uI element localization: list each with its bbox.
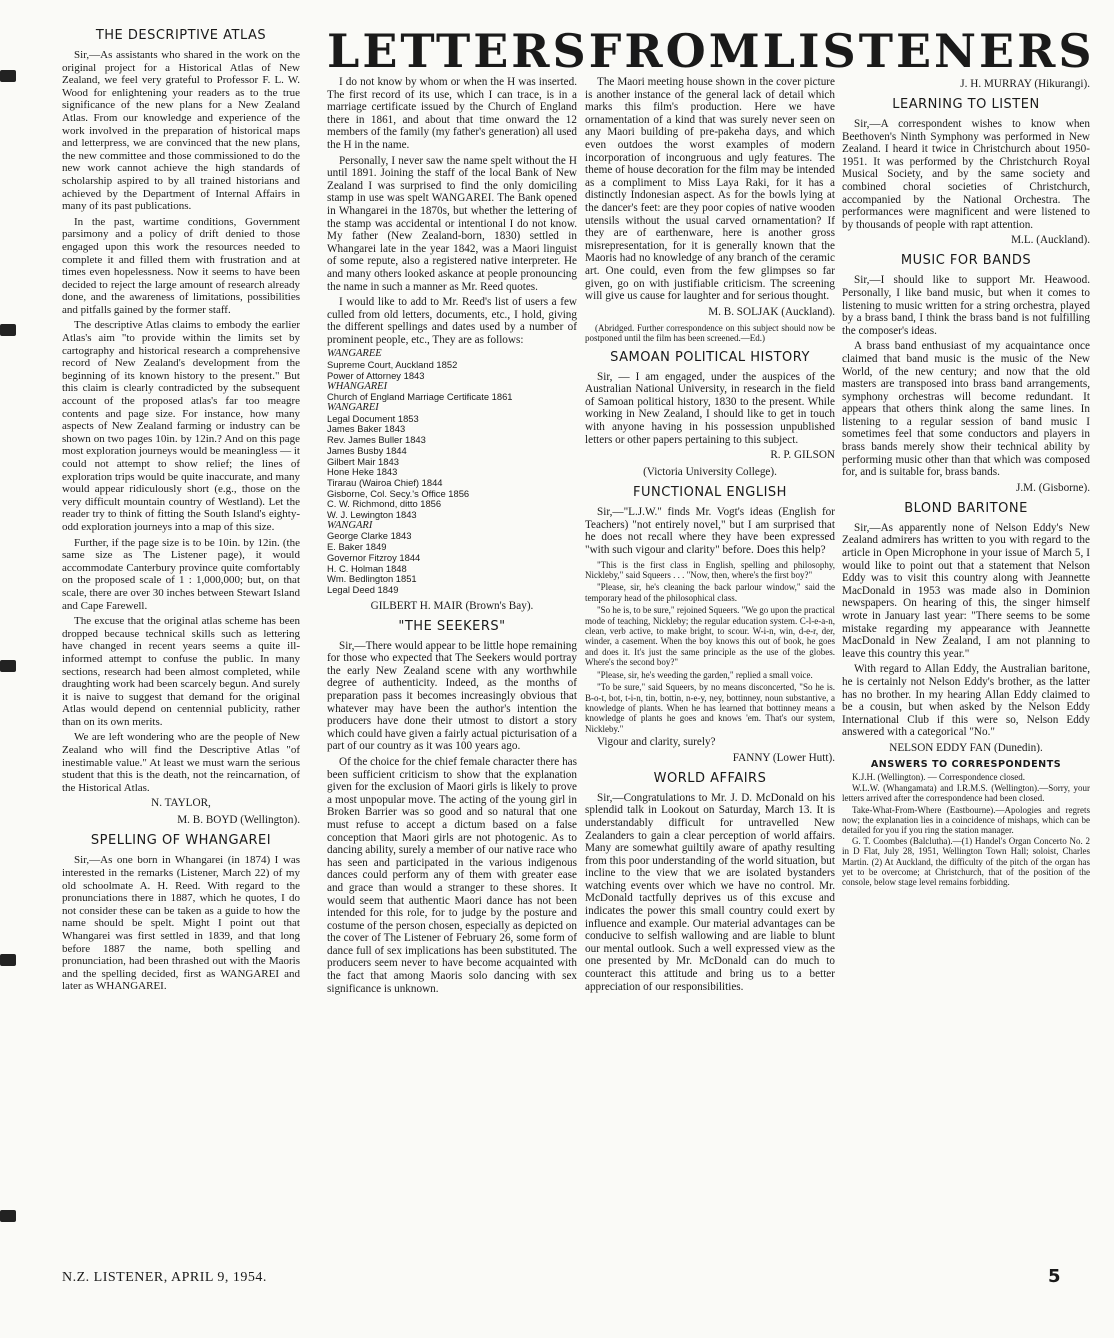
column-1 bbox=[62, 28, 300, 1268]
scan-mark bbox=[0, 70, 16, 82]
spelling-list-item: Power of Attorney 1843 bbox=[327, 370, 425, 381]
answer-item: K.J.H. (Wellington). — Correspondence closed. bbox=[852, 771, 1025, 782]
spelling-list-item: James Busby 1844 bbox=[327, 445, 407, 456]
spelling-list-item: Rev. James Buller 1843 bbox=[327, 435, 426, 446]
spelling-list-heading: WHANGAREI bbox=[327, 381, 388, 392]
paragraph: The excuse that the original atlas scheme has been dropped because technical skills such as lettering have changed in recent years seems a quite ill-informed attempt to confuse the public. In many sections, research had been almost completed, while draughting work had been scarcely begun. And surely it is naive to suggest that demand for the original Atlas would depend on centennial publicity, rather than on its own merits. bbox=[62, 615, 300, 728]
letter-heading: FUNCTIONAL ENGLISH bbox=[633, 485, 787, 501]
column-4 bbox=[842, 76, 1090, 1266]
column-2 bbox=[327, 76, 577, 1266]
signature: (Victoria University College). bbox=[643, 466, 777, 479]
signature: J.M. (Gisborne). bbox=[1016, 481, 1090, 494]
letter-heading: MUSIC FOR BANDS bbox=[900, 253, 1032, 269]
spelling-list-heading: WANGAREE bbox=[327, 349, 382, 360]
signature: M.L. (Auckland). bbox=[1011, 234, 1090, 247]
paragraph: Sir,—I should like to support Mr. Heawood. Personally, I like band music, but when it comes to listening to music written for a string orchestra, played by a brass band, I think the brass band is not fulfilling the composer's ideas. bbox=[842, 274, 1090, 337]
paragraph: Sir,—As apparently none of Nelson Eddy's New Zealand admirers has written to you with regard to the article in Open Microphone in your issue of March 5, I would like to point out that a statement that Nelson Eddy was to visit this country along with Jeannette MacDonald in 1953 was made also in Dominion newspapers. On hearing of this, the singer himself wrote in January last year: "There seems to be some mistake regarding my appearance with Jeannette MacDonald in New Zealand, I am not planning to leave this country this year." bbox=[842, 521, 1090, 660]
spelling-list-heading: WANGARI bbox=[327, 520, 373, 531]
signature: J. H. MURRAY (Hikurangi). bbox=[960, 78, 1090, 90]
spelling-list-item: Gisborne, Col. Secy.'s Office 1856 bbox=[327, 488, 470, 499]
signature: FANNY (Lower Hutt). bbox=[732, 751, 835, 764]
scan-mark bbox=[0, 1210, 16, 1222]
spelling-list-item: H. C. Holman 1848 bbox=[327, 563, 407, 574]
paragraph: Sir,—A correspondent wishes to know when Beethoven's Ninth Symphony was performed in New Zealand. I heard it twice in Christchurch about 1950-1951. It was performed by the Christchurch Royal Musical Society, and by the same society and combined choral societies of Christchurch, accompanied by the National Orchestra. The performances were magnificent and were listened to by thousands of people with rapt attention. bbox=[842, 118, 1090, 231]
letter-heading: BLOND BARITONE bbox=[904, 500, 1028, 516]
spelling-list-item: Legal Deed 1849 bbox=[327, 584, 399, 595]
spelling-list-item: George Clarke 1843 bbox=[327, 531, 412, 542]
paragraph: A brass band enthusiast of my acquaintance once claimed that band music is the music of the New World, of the new century; and now that the old masters are transposed into brass band arrangements, symphony orchestras will become redundant. It appears that others think along the same lines. In listening to a regular session of band music I sometimes feel that some conductors and players in brass bands merely show their technical ability by performing music other than that which was composed for, and is suitable for, brass bands. bbox=[842, 340, 1090, 479]
signature: N. TAYLOR, bbox=[151, 797, 211, 810]
letter-heading: WORLD AFFAIRS bbox=[653, 770, 767, 786]
answer-item: G. T. Coombes (Balclutha).—(1) Handel's Organ Concerto No. 2 in D Flat, July 28, 1951, Wellington Town Hall; soloist, Charles Martin. (2) At Auckland, the difficulty of the pitch of the organ has yet to be overcome; at Christchurch, that of the position of the console, below stage level remains forbidding. bbox=[842, 836, 1090, 887]
paragraph: I would like to add to Mr. Reed's list of users a few culled from old letters, documents, etc., I hold, giving the different spellings and dates used by a number of prominent people, etc., They are as follows: bbox=[327, 296, 577, 346]
scan-mark bbox=[0, 660, 16, 672]
spelling-list-item: Wm. Bedlington 1851 bbox=[327, 574, 417, 585]
letter-heading: SPELLING OF WHANGAREI bbox=[90, 833, 272, 849]
paragraph: Personally, I never saw the name spelt without the H until 1891. Joining the staff of the local Bank of New Zealand I was surprised to find the only domiciling stamp in use was spelt WANGAREI. The Bank opened in Whangarei in the 1870s, but whether the lettering of the stamp was accidental or intentional I do not know. My father (New Zealand-born, 1830) settled in Whangarei late in the year 1842, was a Maori linguist of some repute, also a registered native interpreter. He and many others looked askance at people pronouncing the name in such a manner as Mr. Reed quotes. bbox=[327, 154, 577, 293]
spelling-list-item: Legal Document 1853 bbox=[327, 413, 419, 424]
letter-heading: SAMOAN POLITICAL HISTORY bbox=[610, 349, 810, 365]
spelling-list-item: Church of England Marriage Certificate 1861 bbox=[327, 392, 513, 403]
spelling-list-heading: WANGAREI bbox=[327, 402, 379, 413]
spelling-list-item: C. W. Richmond, ditto 1856 bbox=[327, 499, 442, 510]
quotation: "To be sure," said Squeers, by no means disconcerted, "So he is. B-o-t, bot, t-i-n, tin, bottin, n-e-y, ney, bottinney, noun substantive, a knowledge of plants. When he has learned that bottinney means a knowledge of plants he goes and knows 'em. That's our system, Nickleby." bbox=[585, 682, 835, 734]
paragraph: We are left wondering who are the people of New Zealand who will find the Descriptive Atlas "of inestimable value." At least we must warn the serious student that this is the death, not the reincarnation, of the Historical Atlas. bbox=[62, 731, 300, 794]
answers-box bbox=[842, 759, 1090, 887]
scan-mark bbox=[0, 324, 16, 336]
signature: M. B. SOLJAK (Auckland). bbox=[708, 305, 835, 318]
answer-item: Take-What-From-Where (Eastbourne).—Apologies and regrets now; the explanation lies in a coincidence of mishaps, which can be detailed for you if you ring the station manager. bbox=[842, 804, 1090, 835]
answers-heading: ANSWERS TO CORRESPONDENTS bbox=[870, 758, 1062, 770]
spelling-list-item: Gilbert Mair 1843 bbox=[327, 456, 399, 467]
quotation: "Please, sir, he's weeding the garden," replied a small voice. bbox=[597, 669, 813, 680]
paragraph: Sir,—"L.J.W." finds Mr. Vogt's ideas (English for Teachers) "not entirely novel," but I am surprised that he does not recall where they have been expressed "with such vigour and clarity" before. Does this help? bbox=[585, 506, 835, 557]
paragraph: Sir,—Congratulations to Mr. J. D. McDonald on his splendid talk in Lookout on Saturday, March 13. It is understandably difficult for untravelled New Zealanders to gain a clear perception of world affairs. Many are somewhat guiltily aware of apathy resulting from this poor understanding of the world situation, but incline to the view that we are isolated bystanders watching events over which we have no control. Mr. McDonald tactfully deprives us of this excuse and indicates the power this small country could exert by influence and example. Our material advantages can be conducive to selfish wallowing and are liable to blunt our mental outlook. Such a well expressed view as the one presented by Mr. McDonald can do much to counteract this attitude and bring us to a better appreciation of our responsibilities. bbox=[585, 791, 835, 993]
signature: M. B. BOYD (Wellington). bbox=[177, 814, 300, 827]
spelling-list-item: E. Baker 1849 bbox=[327, 542, 387, 553]
paragraph: Vigour and clarity, surely? bbox=[597, 736, 716, 749]
signature: R. P. GILSON bbox=[770, 449, 835, 462]
paragraph: Sir, — I am engaged, under the auspices of the Australian National University, in research in the field of Samoan political history, 1830 to the present. While working in New Zealand, I should like to get in touch with anyone having in his possession unpublished letters or other papers pertaining to this subject. bbox=[585, 370, 835, 446]
spelling-list bbox=[327, 349, 577, 595]
spelling-list-item: Tirarau (Wairoa Chief) 1844 bbox=[327, 477, 443, 488]
column-3 bbox=[585, 76, 835, 1266]
quotation: "So he is, to be sure," rejoined Squeers. "We go upon the practical mode of teaching, Nickleby; the regular education system. C-l-e-a-n, clean, verb active, to make bright, to scour. W-i-n, win, d-e-r, der, winder, a casement. When the boy knows this out of book, he goes and does it. It's just the same principle as the use of the globes. Where's the second boy?" bbox=[585, 605, 835, 668]
scan-mark bbox=[0, 954, 16, 966]
quotation: "Please, sir, he's cleaning the back parlour window," said the temporary head of the philosophical class. bbox=[585, 582, 835, 603]
letter-heading: THE DESCRIPTIVE ATLAS bbox=[95, 28, 267, 43]
paragraph: The Maori meeting house shown in the cover picture is another instance of the general lack of detail which marks this film's production. Here we have ornamentation of a kind that was surely never seen on any Maori building of pre-pakeha days, and which even outdoes the worst examples of modern incorporation of incongruous and ugly features. The theme of house decoration for the film may be intended as a compliment to Miss Laya Raki, for it has a distinctly Indonesian aspect. As for the bowls lying at the dancer's feet: are they poor copies of native wooden utensils without the usual carved ornamentation? If they are of earthenware, here is another gross misrepresentation, for it is generally known that the Maoris had no knowledge of any branch of the ceramic art. One could, even from the few glimpses so far given, go on with justifiable criticism. The screening will give us cause for laughter and for serious thought. bbox=[585, 76, 835, 303]
signature: NELSON EDDY FAN (Dunedin). bbox=[889, 741, 1043, 754]
paragraph: Further, if the page size is to be 10in. by 12in. (the same size as The Listener page), it would accommodate Canterbury province quite comfortably on the proposed scale of 1 : 1,000,000; but, on that scale, there are over 30 inches between Stewart Island and Cape Farewell. bbox=[62, 536, 300, 612]
paragraph: I do not know by whom or when the H was inserted. The first record of its use, which I can trace, is in a marriage certificate issued by the Church of England there in 1861, and about that time onward the 12 members of the family (my father's generation) all used the H in the name. bbox=[327, 76, 577, 151]
quotation: "This is the first class in English, spelling and philosophy, Nickleby," said Squeers . . . "Now, then, where's the first boy?" bbox=[585, 559, 835, 581]
paragraph: Sir,—As assistants who shared in the work on the original project for a Historical Atlas of New Zealand, we feel very grateful to Professor F. L. W. Wood for enlightening your readers as to the true significance of the new plans for a New Zealand Atlas. From our knowledge and experience of the work involved in the preparation of historical maps and letterpress, we are convinced that the new plans, the new committee and those commissioned to do the new work cannot achieve the high standards of scholarship aspired to by all trained historians and achieved by the Department of Internal Affairs in many of its past publications. bbox=[62, 49, 300, 213]
masthead-word: LISTENERS bbox=[762, 24, 1095, 78]
letter-heading: LEARNING TO LISTEN bbox=[892, 97, 1040, 112]
spelling-list-item: James Baker 1843 bbox=[327, 424, 406, 435]
masthead-word: LETTERS bbox=[327, 24, 589, 78]
signature: GILBERT H. MAIR (Brown's Bay). bbox=[370, 599, 534, 612]
paragraph: In the past, wartime conditions, Government parsimony and a policy of drift denied to those engaged upon this work the resources needed to complete it and filled them with frustration and at times even hopelessness. Now it seems to have been decided to reject the large amount of research already done, and the awareness of limitations, possibilities and pitfalls gained by the former staff. bbox=[62, 215, 300, 316]
spelling-list-item: W. J. Lewington 1843 bbox=[327, 510, 417, 521]
paragraph: Sir,—As one born in Whangarei (in 1874) I was interested in the remarks (Listener, March 22) of my old schoolmate A. H. Reed. With regard to the pronunciations there in 1887, which he quotes, I do not consider these can be taken as a guide to how the name should be spelt. Might I point out that Whangarei was first settled in 1839, and that long before 1887 the name, both spelling and pronunciation, had been thrashed out with the Maoris and the spelling decided, first as WANGAREI and later as WHANGAREI. bbox=[62, 854, 300, 993]
paragraph: With regard to Allan Eddy, the Australian baritone, he is certainly not Nelson Eddy's brother, as the latter has no brother. In my hearing Allan Eddy claimed to be a cousin, but when asked by the Nelson Eddy International Club if this were so, Nelson Eddy answered with a categorical "No." bbox=[842, 663, 1090, 739]
spelling-list-item: Hone Heke 1843 bbox=[327, 467, 398, 478]
masthead bbox=[327, 24, 1095, 78]
spelling-list-item: Governor Fitzroy 1844 bbox=[327, 552, 421, 563]
page-number: 5 bbox=[1048, 1266, 1061, 1287]
answer-item: W.L.W. (Whangamata) and I.R.M.S. (Wellington).—Sorry, your letters arrived after the correspondence had been closed. bbox=[842, 783, 1090, 804]
editor-note: (Abridged. Further correspondence on this subject should now be postponed until the film has been screened.—Ed.) bbox=[585, 322, 835, 344]
paragraph: Sir,—There would appear to be little hope remaining for those who expected that The Seekers would portray the early New Zealand scene with any worthwhile degree of authenticity. Indeed, as the months of preparation pass it becomes increasingly obvious that whatever may have been the author's intention the producers have done their utmost to distort a story which could have given a fairly actual picturisation of a part of our country as it was 100 years ago. bbox=[327, 639, 577, 753]
footer-issue-line: N.Z. LISTENER, APRIL 9, 1954. bbox=[62, 1270, 267, 1285]
paragraph: The descriptive Atlas claims to embody the earlier Atlas's aim "to provide within the limits set by cartography and historical research a comprehensive record of New Zealand's development from the beginning of its known history to the present." But this claim is clearly contradicted by the subsequent account of the proposed atlas's far too meagre contents and page size. For instance, how many aspects of New Zealand farming or industry can be shown on two pages 10in. by 12in.? And on this page most exploration journeys would be meaningless — it could not attempt to show relief; the lines of exploration trips would be quite inaccurate, and many would appear ridiculously short (e.g., those on the very difficult mountain country of Westland). Let the reader try to think of fitting the South Island's eighty-odd exploration journeys into a map of this size. bbox=[62, 319, 300, 533]
letter-heading: "THE SEEKERS" bbox=[398, 618, 506, 634]
masthead-word: FROM bbox=[588, 24, 763, 78]
spelling-list-item: Supreme Court, Auckland 1852 bbox=[327, 360, 458, 371]
paragraph: Of the choice for the chief female character there has been sufficient criticism to show that the explanation given for the exclusion of Maori girls is likely to prove a most unpopular move. The acting of the young girl in Broken Barrier was so good and so natural that one must refuse to accept a dictum based on a false conception that Maori girls are not photogenic. As to dancing ability, surely a member of our native race who has seen and participated in the various indigenous dances could perform any of them with greater ease and grace than would a stranger to these shores. It would seem that authentic Maori dance has not been intended for this role, for to judge by the posture and costume of the person chosen, especially as depicted on the cover of The Listener of February 26, some form of dance full of sex implications has been substituted. The producers seem never to have become acquainted with the fact that among Maoris solo dancing with sex significance is unknown. bbox=[327, 755, 577, 995]
